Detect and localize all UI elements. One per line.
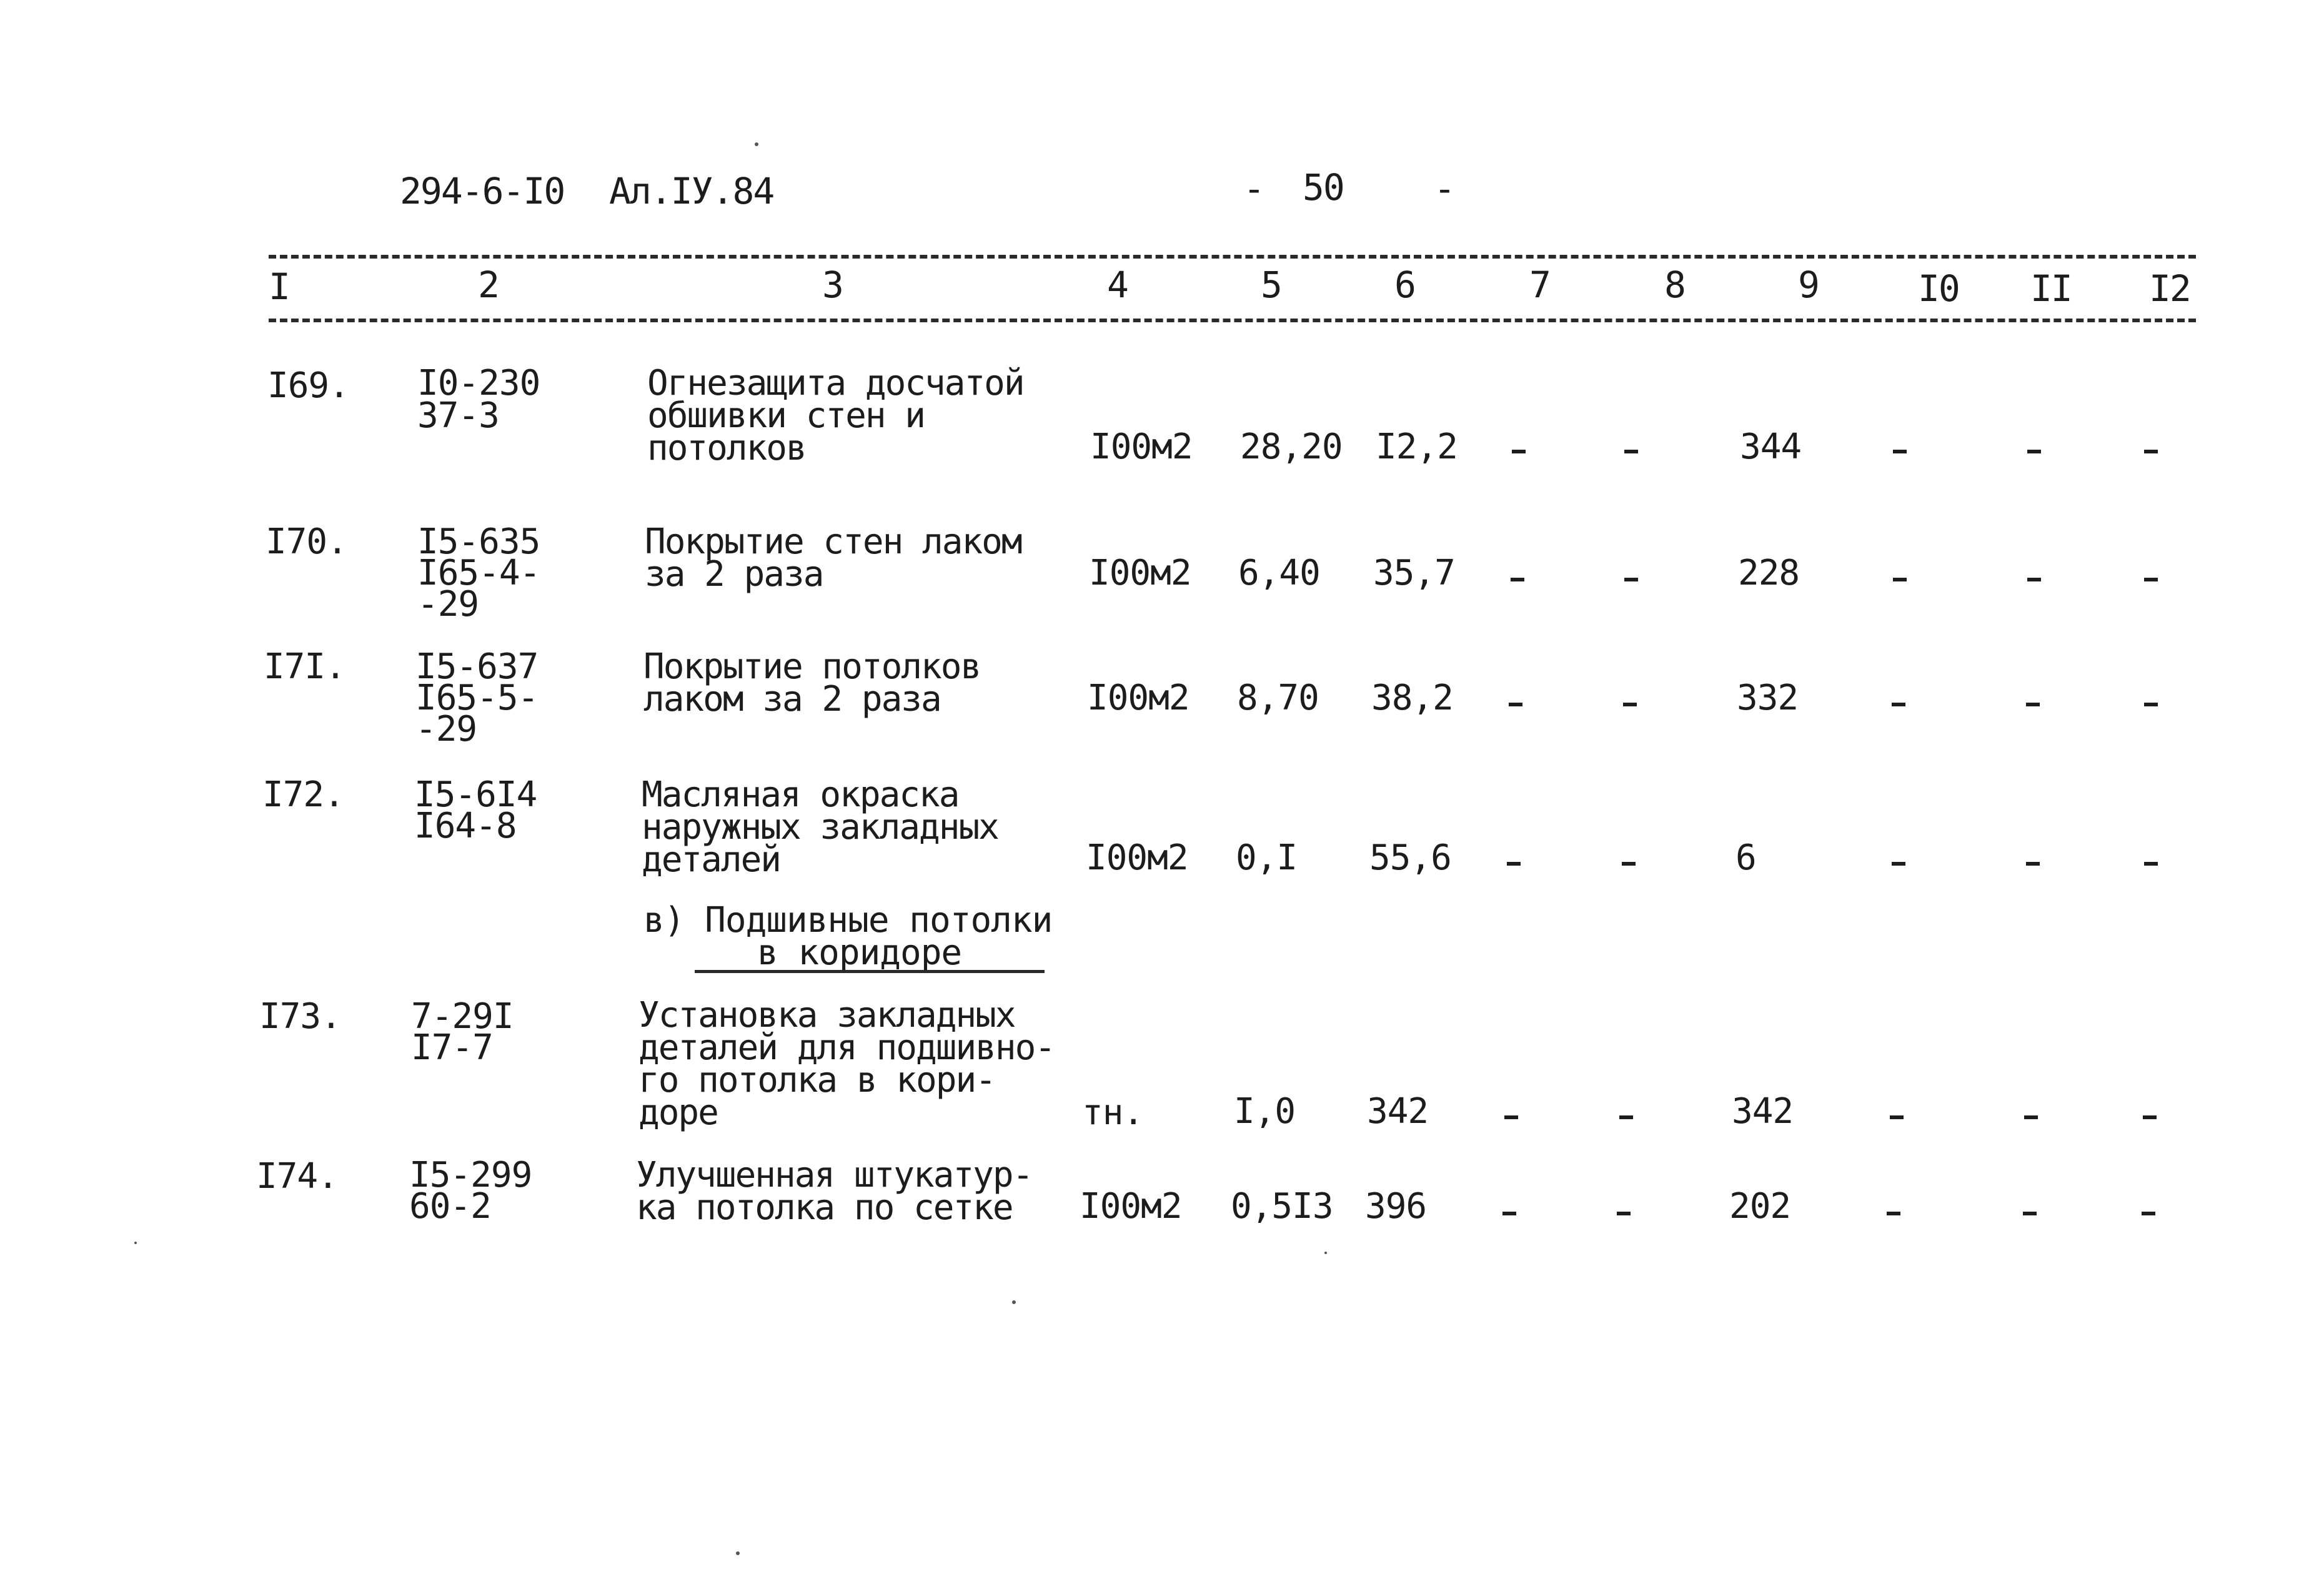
table-header-rule (269, 319, 2196, 322)
unit: I00м2 (1086, 838, 1188, 878)
column-header-2: 2 (478, 264, 499, 306)
column-header-5: 5 (1261, 264, 1281, 306)
row-number: I74. (256, 1156, 338, 1197)
col12-empty-dash (2142, 1212, 2155, 1215)
rate-code-line: 7-29I (411, 996, 514, 1037)
work-description-line: Покрытие стен лаком (645, 522, 1021, 562)
subsection-underline (695, 970, 1045, 973)
quantity: 0,I (1236, 838, 1298, 878)
rate-code-line: -29 (417, 584, 479, 625)
row-number: I70. (266, 522, 347, 562)
rate-code-line: I65-5- (415, 678, 539, 718)
column-header-7: 7 (1529, 264, 1550, 306)
work-description-line: потолков (647, 428, 806, 468)
col8-empty-dash (1617, 1212, 1631, 1215)
col7-empty-dash (1509, 703, 1522, 706)
page-number-suffix: - (1434, 167, 1454, 210)
work-description-line: го потолка в кори- (638, 1060, 995, 1100)
page-number-prefix: - (1243, 167, 1264, 210)
work-description-line: наружных закладных (642, 807, 998, 848)
col7-empty-dash (1512, 450, 1526, 453)
quantity: I,0 (1234, 1091, 1296, 1132)
row-number: I69. (267, 365, 349, 406)
col6-value: 38,2 (1371, 678, 1453, 718)
col7-empty-dash (1507, 862, 1521, 866)
work-description-line: Огнезащита досчатой (647, 363, 1024, 403)
column-header-8: 8 (1664, 264, 1685, 306)
rate-code-line: I7-7 (411, 1027, 493, 1068)
work-description-line: лаком за 2 раза (643, 679, 941, 719)
scan-speck (755, 142, 758, 146)
col7-empty-dash (1511, 578, 1524, 581)
col9-value: 332 (1737, 678, 1799, 718)
col9-value: 342 (1732, 1091, 1794, 1132)
subsection-title-line: в коридоре (757, 932, 962, 973)
col8-empty-dash (1619, 1115, 1633, 1119)
col10-empty-dash (1892, 862, 1905, 866)
col11-empty-dash (2024, 1115, 2038, 1119)
col9-value: 202 (1729, 1186, 1791, 1227)
col11-empty-dash (2026, 703, 2040, 706)
row-number: I72. (262, 774, 344, 815)
col9-value: 228 (1738, 553, 1800, 593)
column-header-12: I2 (2149, 267, 2190, 310)
scan-speck (134, 1242, 137, 1244)
col10-empty-dash (1893, 578, 1907, 581)
quantity: 6,40 (1238, 553, 1320, 593)
col10-empty-dash (1893, 450, 1907, 453)
work-description-line: Покрытие потолков (643, 646, 981, 687)
work-description-line: обшивки стен и (647, 395, 925, 436)
col9-value: 344 (1740, 427, 1802, 467)
work-description-line: ка потолка по сетке (636, 1187, 1013, 1228)
unit: тн. (1082, 1092, 1144, 1133)
col8-empty-dash (1624, 578, 1638, 581)
unit: I00м2 (1080, 1186, 1182, 1227)
col8-empty-dash (1623, 703, 1637, 706)
col7-empty-dash (1502, 1212, 1516, 1215)
col10-empty-dash (1890, 1115, 1904, 1119)
document-code: 294-6-I0 (400, 170, 565, 212)
row-number: I73. (259, 996, 341, 1037)
column-header-3: 3 (822, 264, 843, 306)
col11-empty-dash (2023, 1212, 2037, 1215)
unit: I00м2 (1087, 678, 1189, 718)
quantity: 8,70 (1237, 678, 1319, 718)
work-description-line: деталей (642, 839, 781, 880)
column-header-4: 4 (1107, 264, 1128, 306)
col6-value: 55,6 (1369, 838, 1451, 878)
scan-speck (736, 1551, 740, 1555)
work-description-line: Установка закладных (638, 995, 1015, 1036)
rate-code-line: I65-4- (417, 553, 540, 593)
album-reference: Ал.IУ.84 (609, 170, 774, 212)
row-number: I7I. (264, 646, 345, 687)
work-description-line: доре (638, 1092, 718, 1133)
subsection-title-line: в) Подшивные потолки (643, 900, 1053, 941)
col11-empty-dash (2026, 862, 2040, 866)
col12-empty-dash (2144, 578, 2158, 581)
work-description-line: Улучшенная штукатур- (636, 1155, 1033, 1195)
rate-code-line: I0-230 (417, 363, 540, 403)
col12-empty-dash (2144, 450, 2158, 453)
col12-empty-dash (2144, 862, 2158, 866)
col12-empty-dash (2144, 703, 2158, 706)
work-description-line: за 2 раза (645, 554, 823, 595)
rate-code-line: I5-635 (417, 522, 540, 562)
rate-code-line: I5-6I4 (414, 774, 537, 815)
column-header-6: 6 (1394, 264, 1415, 306)
quantity: 0,5I3 (1231, 1186, 1333, 1227)
scan-speck (1012, 1300, 1016, 1304)
scan-speck (1324, 1252, 1327, 1254)
col8-empty-dash (1622, 862, 1636, 866)
page-number: 50 (1303, 166, 1344, 209)
col6-value: 35,7 (1373, 553, 1455, 593)
rate-code-line: -29 (415, 709, 477, 749)
rate-code-line: I5-299 (409, 1155, 532, 1195)
quantity: 28,20 (1240, 427, 1343, 467)
column-header-10: I0 (1918, 267, 1959, 310)
col11-empty-dash (2027, 450, 2041, 453)
col9-value: 6 (1736, 838, 1756, 878)
unit: I00м2 (1090, 427, 1193, 467)
col10-empty-dash (1892, 703, 1905, 706)
work-description-line: деталей для подшивно- (638, 1027, 1055, 1068)
work-description-line: Масляная окраска (642, 774, 959, 815)
rate-code-line: I64-8 (414, 806, 517, 846)
col10-empty-dash (1887, 1212, 1900, 1215)
col6-value: 342 (1367, 1091, 1429, 1132)
col6-value: I2,2 (1376, 427, 1457, 467)
rate-code-line: 37-3 (417, 395, 499, 436)
rate-code-line: I5-637 (415, 646, 539, 687)
unit: I00м2 (1089, 553, 1191, 593)
rate-code-line: 60-2 (409, 1186, 491, 1227)
column-header-9: 9 (1798, 264, 1819, 306)
col6-value: 396 (1365, 1186, 1427, 1227)
col8-empty-dash (1624, 450, 1638, 453)
col12-empty-dash (2143, 1115, 2157, 1119)
column-header-1: I (269, 265, 289, 308)
col7-empty-dash (1504, 1115, 1518, 1119)
table-top-rule (269, 255, 2196, 259)
col11-empty-dash (2027, 578, 2041, 581)
column-header-11: II (2030, 267, 2072, 310)
